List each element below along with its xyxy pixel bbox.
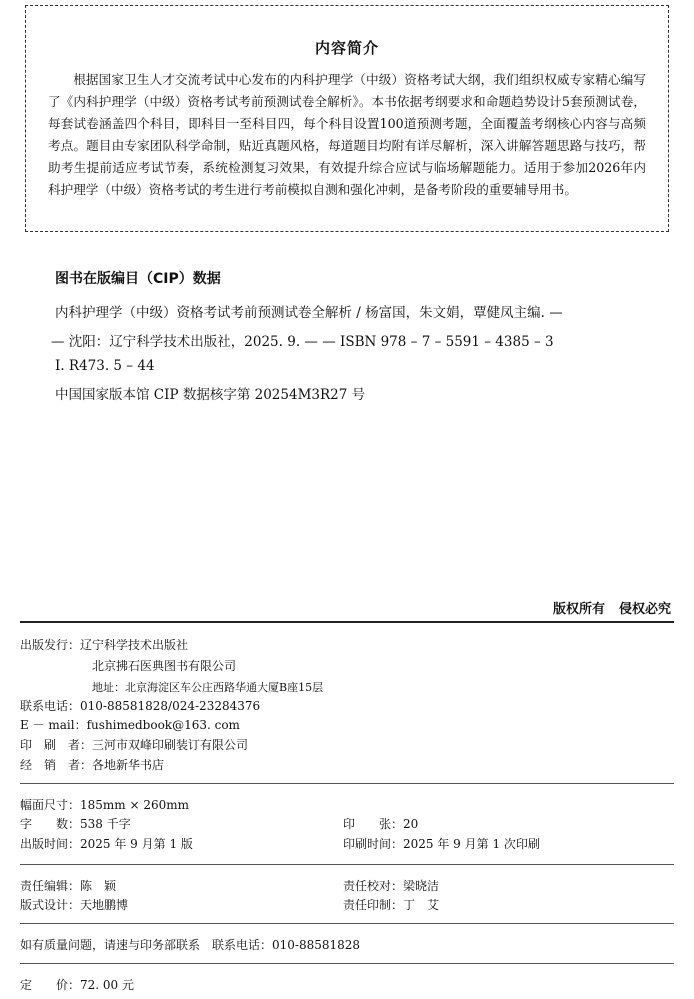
email-value: fushimedbook@163. com — [86, 718, 240, 732]
distributor-value: 各地新华书店 — [92, 758, 165, 772]
rights-reserved: 版权所有 — [552, 602, 605, 617]
design-label: 版式设计： — [20, 898, 81, 912]
printdate-value: 2025 年 9 月第 1 次印刷 — [403, 837, 540, 851]
sheets-label: 印 张： — [343, 817, 404, 831]
cip-line-3: Ⅰ. R473. 5 – 44 — [55, 358, 155, 374]
price-label: 定 价： — [20, 978, 81, 992]
printer-value: 三河市双峰印刷装订有限公司 — [92, 738, 249, 752]
divider-2 — [20, 783, 674, 784]
size-value: 185mm × 260mm — [80, 798, 190, 812]
co-publisher-value: 北京拂石医典图书有限公司 — [92, 659, 237, 673]
pubdate-value: 2025 年 9 月第 1 版 — [80, 837, 193, 851]
words-row — [20, 815, 131, 832]
divider-5 — [20, 963, 674, 964]
sheets-row — [343, 815, 418, 832]
editor-value: 陈 颖 — [80, 879, 117, 893]
editor-row — [20, 877, 116, 894]
publisher-label: 出版发行： — [20, 638, 81, 652]
design-value: 天地鹏博 — [80, 898, 129, 912]
printer-row — [20, 736, 248, 753]
email-row — [20, 716, 240, 733]
printdate-row — [343, 835, 540, 852]
words-value: 538 千字 — [80, 817, 131, 831]
printdate-label: 印刷时间： — [343, 837, 404, 851]
words-label: 字 数： — [20, 817, 81, 831]
co-publisher-row — [92, 657, 236, 674]
summary-title: 内容简介 — [314, 39, 379, 57]
proof-value: 梁晓洁 — [403, 879, 440, 893]
phone-value: 010-88581828/024-23284376 — [80, 699, 261, 713]
divider-4 — [20, 923, 674, 924]
print-supervisor-value: 丁 艾 — [403, 898, 440, 912]
phone-row — [20, 697, 260, 714]
sheets-value: 20 — [403, 817, 419, 831]
divider-top — [20, 621, 674, 623]
price-value: 72. 00 元 — [80, 978, 134, 992]
distributor-row — [20, 756, 164, 773]
print-supervisor-label: 责任印制： — [343, 898, 404, 912]
publisher-value: 辽宁科学技术出版社 — [80, 638, 189, 652]
summary-body: 根据国家卫生人才交流考试中心发布的内科护理学（中级）资格考试大纲，我们组织权威专家精心编写了《内科护理学（中级）资格考试考前预测试卷全解析》。本书依据考纲要求和命题趋势设计5套预测试卷，每套试卷涵盖四个科目，即科目一至科目四，每个科目设置100道预测考题，全面覆盖考纲核心内容与高频考点。题目由专家团队科学命制，贴近真题风格，每道题目均附有详尽解析，深入讲解答题思路与技巧，帮助考生提前适应考试节奏，系统检测复习效果，有效提升综合应试与临场解题能力。适用于参加2026年内科护理学（中级）资格考试的考生进行考前模拟自测和强化冲刺，是备考阶段的重要辅导用书。 — [48, 72, 646, 197]
proof-row — [343, 877, 439, 894]
copyright-notice — [539, 598, 671, 617]
distributor-label: 经 销 者： — [20, 758, 93, 772]
address-row — [92, 679, 323, 695]
email-label: E － mail： — [20, 718, 87, 732]
size-row — [20, 796, 189, 813]
cip-line-2: — 沈阳：辽宁科学技术出版社，2025. 9. — — ISBN 978 – 7 – 5591 – 4385 – 3 — [51, 334, 554, 350]
pubdate-row — [20, 835, 193, 852]
cip-heading: 图书在版编目（CIP）数据 — [55, 271, 221, 287]
size-label: 幅面尺寸： — [20, 798, 81, 812]
publisher-row — [20, 636, 188, 653]
design-row — [20, 896, 128, 913]
price-row — [20, 976, 134, 993]
cip-line-1: 内科护理学（中级）资格考试考前预测试卷全解析 / 杨富国，朱文娟，覃健凤主编. — — [55, 305, 563, 321]
cip-line-4: 中国国家版本馆 CIP 数据核字第 20254M3R27 号 — [55, 387, 366, 403]
printer-label: 印 刷 者： — [20, 738, 93, 752]
editor-label: 责任编辑： — [20, 879, 81, 893]
piracy-warning: 侵权必究 — [618, 602, 671, 617]
phone-label: 联系电话： — [20, 699, 81, 713]
divider-3 — [20, 864, 674, 865]
proof-label: 责任校对： — [343, 879, 404, 893]
print-supervisor-row — [343, 896, 439, 913]
quality-notice: 如有质量问题，请速与印务部联系 联系电话：010-88581828 — [20, 938, 361, 952]
summary-box — [25, 5, 669, 232]
address-value: 地址：北京海淀区车公庄西路华通大厦B座15层 — [92, 681, 324, 694]
pubdate-label: 出版时间： — [20, 837, 81, 851]
